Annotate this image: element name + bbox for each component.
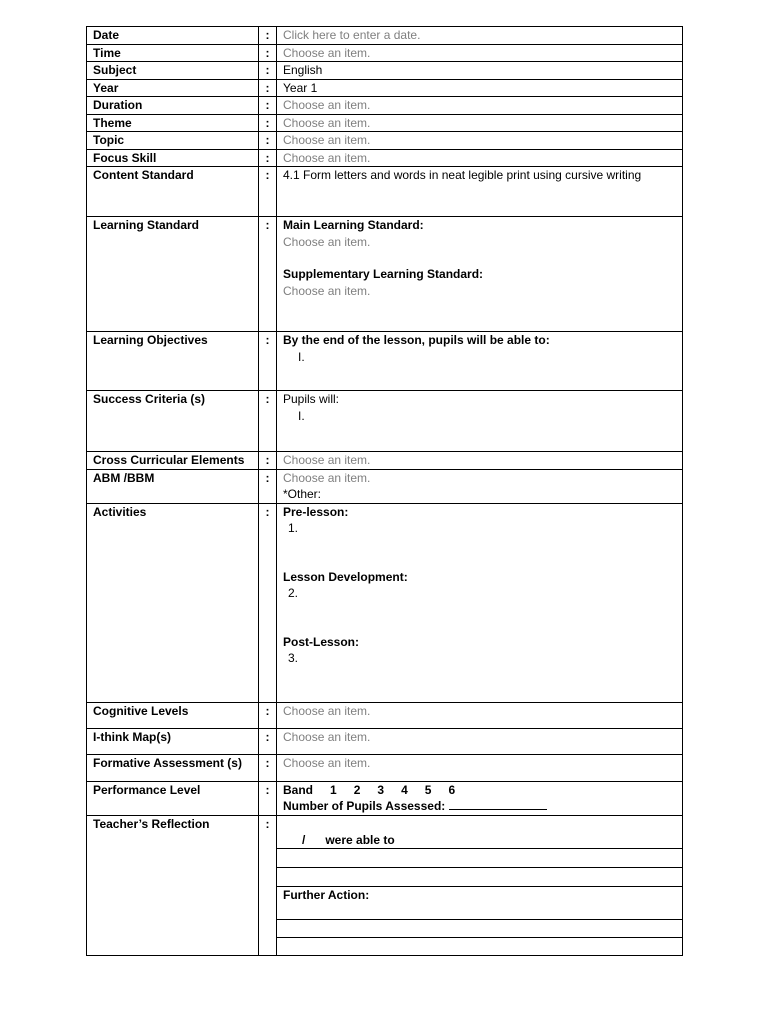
- colon: :: [259, 44, 277, 62]
- learning-objectives-cell[interactable]: [277, 332, 683, 391]
- post-lesson-item: 3.: [288, 651, 299, 665]
- row-cross-curricular: [87, 452, 683, 470]
- colon: :: [259, 781, 277, 815]
- topic-dropdown[interactable]: Choose an item.: [277, 132, 683, 150]
- reflection-blank-field[interactable]: [277, 867, 683, 886]
- time-label: Time: [87, 44, 259, 62]
- colon: :: [259, 702, 277, 728]
- success-criteria-label: Success Criteria (s): [87, 391, 259, 452]
- reflection-label: Teacher’s Reflection: [87, 815, 259, 955]
- row-ithink-maps: [87, 728, 683, 754]
- formative-assessment-label: Formative Assessment (s): [87, 754, 259, 781]
- main-learning-standard-dropdown[interactable]: Choose an item.: [283, 234, 371, 249]
- colon: :: [259, 62, 277, 80]
- theme-label: Theme: [87, 114, 259, 132]
- ithink-maps-dropdown[interactable]: Choose an item.: [277, 728, 683, 754]
- learning-objectives-item: I.: [298, 349, 305, 364]
- performance-level-label: Performance Level: [87, 781, 259, 815]
- spacer: [283, 537, 676, 553]
- colon: :: [259, 149, 277, 167]
- row-formative-assessment: [87, 754, 683, 781]
- band-option[interactable]: 5: [424, 782, 432, 797]
- band-label: Band: [283, 782, 313, 797]
- row-content-standard: [87, 167, 683, 217]
- colon: :: [259, 503, 277, 702]
- spacer: [283, 618, 676, 634]
- colon: :: [259, 754, 277, 781]
- reflection-able-line[interactable]: [277, 815, 683, 848]
- theme-dropdown[interactable]: Choose an item.: [277, 114, 683, 132]
- colon: :: [259, 97, 277, 115]
- row-abm: [87, 469, 683, 503]
- lesson-plan-table: [86, 26, 683, 956]
- colon: :: [259, 815, 277, 955]
- colon: :: [259, 167, 277, 217]
- colon: :: [259, 332, 277, 391]
- learning-standard-label: Learning Standard: [87, 217, 259, 332]
- colon: :: [259, 728, 277, 754]
- focus-skill-dropdown[interactable]: Choose an item.: [277, 149, 683, 167]
- subject-label: Subject: [87, 62, 259, 80]
- colon: :: [259, 391, 277, 452]
- date-picker[interactable]: Click here to enter a date.: [277, 27, 683, 45]
- learning-standard-cell: [277, 217, 683, 332]
- row-activities: [87, 503, 683, 702]
- row-learning-standard: [87, 217, 683, 332]
- further-action-label: Further Action:: [277, 886, 683, 919]
- row-focus-skill: [87, 149, 683, 167]
- colon: :: [259, 469, 277, 503]
- lesson-development-heading: Lesson Development:: [283, 569, 408, 584]
- cross-curricular-dropdown[interactable]: Choose an item.: [277, 452, 683, 470]
- row-date: [87, 27, 683, 45]
- pre-lesson-heading: Pre-lesson:: [283, 504, 349, 519]
- cognitive-levels-dropdown[interactable]: Choose an item.: [277, 702, 683, 728]
- colon: :: [259, 27, 277, 45]
- row-reflection: [87, 815, 683, 848]
- band-option[interactable]: 3: [377, 782, 385, 797]
- year-label: Year: [87, 79, 259, 97]
- row-time: [87, 44, 683, 62]
- performance-level-cell: [277, 781, 683, 815]
- band-option[interactable]: 6: [448, 782, 456, 797]
- further-action-blank-field[interactable]: [277, 937, 683, 955]
- activities-label: Activities: [87, 503, 259, 702]
- content-standard-label: Content Standard: [87, 167, 259, 217]
- row-learning-objectives: [87, 332, 683, 391]
- subject-value[interactable]: English: [277, 62, 683, 80]
- duration-label: Duration: [87, 97, 259, 115]
- row-theme: [87, 114, 683, 132]
- colon: :: [259, 217, 277, 332]
- main-learning-standard-heading: Main Learning Standard:: [283, 218, 424, 232]
- colon: :: [259, 114, 277, 132]
- supplementary-learning-standard-heading: Supplementary Learning Standard:: [283, 267, 484, 281]
- success-criteria-cell[interactable]: [277, 391, 683, 452]
- time-dropdown[interactable]: Choose an item.: [277, 44, 683, 62]
- focus-skill-label: Focus Skill: [87, 149, 259, 167]
- supplementary-learning-standard-dropdown[interactable]: Choose an item.: [283, 283, 371, 298]
- spacer: [283, 553, 676, 569]
- pre-lesson-item: 1.: [288, 521, 299, 535]
- cross-curricular-label: Cross Curricular Elements: [87, 452, 259, 470]
- formative-assessment-dropdown[interactable]: Choose an item.: [277, 754, 683, 781]
- row-success-criteria: [87, 391, 683, 452]
- lesson-development-item: 2.: [288, 586, 299, 600]
- spacer: [283, 602, 676, 618]
- content-standard-value[interactable]: 4.1 Form letters and words in neat legible print using cursive writing: [277, 167, 683, 217]
- row-duration: [87, 97, 683, 115]
- row-subject: [87, 62, 683, 80]
- colon: :: [259, 452, 277, 470]
- ithink-maps-label: I-think Map(s): [87, 728, 259, 754]
- learning-objectives-intro: By the end of the lesson, pupils will be able to:: [283, 333, 550, 347]
- colon: :: [259, 79, 277, 97]
- band-line: [283, 782, 676, 799]
- learning-objectives-label: Learning Objectives: [87, 332, 259, 391]
- further-action-blank-field[interactable]: [277, 919, 683, 937]
- row-topic: [87, 132, 683, 150]
- abm-cell: [277, 469, 683, 503]
- pupils-assessed-label: Number of Pupils Assessed:: [283, 799, 446, 813]
- row-year: [87, 79, 683, 97]
- activities-cell[interactable]: [277, 503, 683, 702]
- band-option[interactable]: 1: [330, 782, 337, 797]
- abm-dropdown[interactable]: Choose an item.: [283, 470, 371, 485]
- row-performance-level: [87, 781, 683, 815]
- spacer: [283, 250, 676, 266]
- row-cognitive-levels: [87, 702, 683, 728]
- year-value[interactable]: Year 1: [277, 79, 683, 97]
- reflection-blank-field[interactable]: [277, 848, 683, 867]
- topic-label: Topic: [87, 132, 259, 150]
- duration-dropdown[interactable]: Choose an item.: [277, 97, 683, 115]
- band-option[interactable]: 2: [353, 782, 361, 797]
- pupils-assessed-line: [283, 798, 676, 815]
- reflection-slash: /: [302, 832, 306, 847]
- abm-label: ABM /BBM: [87, 469, 259, 503]
- cognitive-levels-label: Cognitive Levels: [87, 702, 259, 728]
- success-criteria-item: I.: [298, 408, 305, 423]
- colon: :: [259, 132, 277, 150]
- date-label: Date: [87, 27, 259, 45]
- post-lesson-heading: Post-Lesson:: [283, 634, 360, 649]
- abm-other[interactable]: *Other:: [283, 487, 322, 501]
- band-option[interactable]: 4: [401, 782, 408, 797]
- pupils-assessed-field[interactable]: [449, 798, 547, 810]
- success-criteria-intro: Pupils will:: [283, 392, 340, 406]
- reflection-able-text: were able to: [325, 832, 395, 847]
